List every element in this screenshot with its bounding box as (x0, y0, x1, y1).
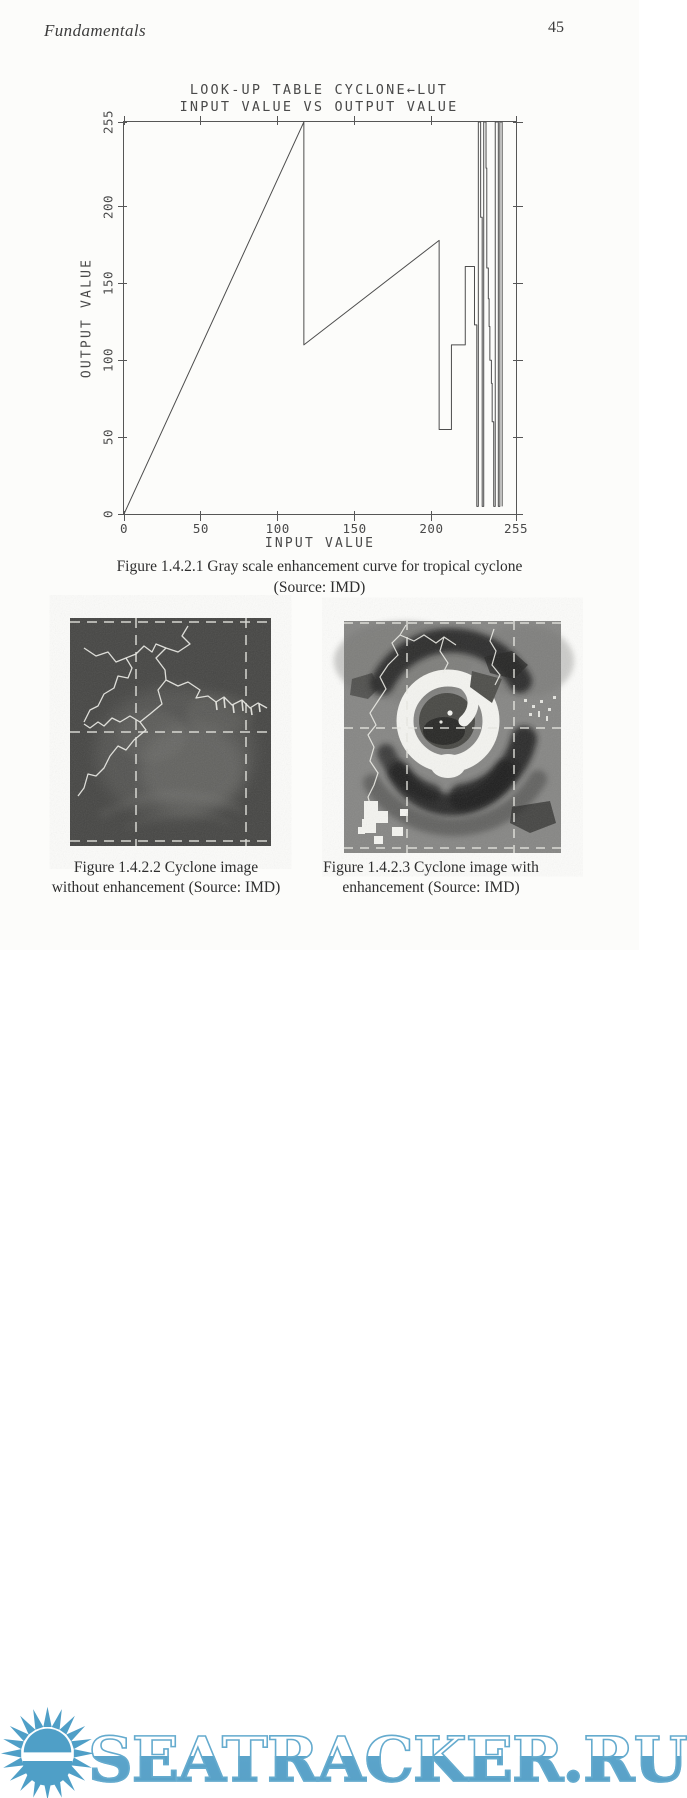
axis-tick (277, 116, 278, 125)
x-tick-label: 50 (192, 521, 209, 536)
figure-1-4-2-2-caption (35, 858, 297, 898)
x-tick-label: 0 (119, 521, 129, 536)
sun-ray (20, 1716, 35, 1735)
sun-ray (43, 1780, 51, 1798)
x-tick-label: 150 (342, 521, 367, 536)
sun-ray (3, 1758, 24, 1768)
axis-tick (118, 206, 127, 207)
sun-ray (71, 1739, 92, 1749)
sun-ray (10, 1765, 29, 1780)
axis-tick (513, 437, 523, 438)
x-axis-title: INPUT VALUE (264, 536, 376, 551)
axis-tick (124, 116, 125, 125)
axis-tick (513, 514, 523, 515)
cyclone-image-enhanced (344, 621, 561, 853)
page-number: 45 (548, 19, 564, 36)
axis-tick (513, 206, 523, 207)
sun-ray (20, 1772, 35, 1791)
y-tick-label: 255 (100, 109, 116, 135)
caption-line: Figure 1.4.2.3 Cyclone image with (323, 859, 539, 876)
lut-curve (124, 122, 516, 514)
sun-ray (60, 1716, 75, 1735)
sun-ray (66, 1765, 85, 1780)
caption-line: Figure 1.4.2.1 Gray scale enhancement curve for tropical cyclone (116, 558, 523, 575)
axis-tick (200, 511, 201, 521)
sun-ray (60, 1772, 75, 1791)
axis-tick (354, 116, 355, 125)
sun-ray (43, 1707, 51, 1727)
axis-tick (118, 514, 127, 515)
axis-tick (118, 360, 127, 361)
sun-ray (66, 1726, 85, 1741)
axis-tick (118, 283, 127, 284)
sun-ray (71, 1758, 92, 1768)
x-tick-label: 200 (419, 521, 444, 536)
y-tick-label: 50 (100, 429, 116, 446)
chart-title (123, 82, 515, 116)
figure-1-4-2-3-caption (308, 858, 554, 898)
axis-tick (277, 511, 278, 521)
y-tick-label: 0 (100, 509, 116, 519)
axis-tick (513, 283, 523, 284)
y-tick-label: 100 (100, 348, 116, 373)
axis-tick (431, 116, 432, 125)
axis-tick (513, 360, 523, 361)
axis-tick (354, 511, 355, 521)
sun-burst-icon (0, 1703, 95, 1798)
x-tick-label: 100 (265, 521, 290, 536)
sun-ray (1, 1749, 21, 1757)
axis-tick (516, 116, 517, 125)
axis-tick (118, 122, 127, 123)
caption-line: Figure 1.4.2.2 Cyclone image (73, 859, 259, 876)
sun-ray (10, 1726, 29, 1741)
axis-tick (431, 511, 432, 521)
figure-1-4-2-1-caption (0, 556, 639, 598)
axis-tick (124, 511, 125, 521)
sun-ray (33, 1777, 43, 1798)
chart-title-line1: LOOK-UP TABLE CYCLONE←LUT (189, 82, 449, 98)
running-head-title: Fundamentals (44, 21, 147, 40)
caption-line: without enhancement (Source: IMD) (51, 879, 281, 896)
y-tick-label: 200 (100, 194, 116, 219)
cyclone-image-unenhanced (70, 618, 271, 846)
sun-ray (74, 1749, 94, 1757)
caption-source: (Source: IMD) (273, 579, 366, 596)
watermark-text: SEATRACKER.RU (88, 1723, 687, 1796)
sun-ray (33, 1709, 43, 1730)
x-tick-label: 255 (503, 521, 529, 536)
sun-ray (52, 1709, 62, 1730)
caption-line: enhancement (Source: IMD) (342, 879, 520, 896)
y-axis-title: OUTPUT VALUE (79, 257, 95, 379)
sun-ray (52, 1777, 62, 1798)
axis-tick (516, 511, 517, 521)
chart-title-line2: INPUT VALUE VS OUTPUT VALUE (179, 99, 459, 115)
axis-tick (513, 122, 523, 123)
y-tick-label: 150 (100, 271, 116, 296)
plot-area (79, 109, 529, 551)
sun-ray (3, 1739, 24, 1749)
axis-tick (200, 116, 201, 125)
axis-tick (118, 437, 127, 438)
